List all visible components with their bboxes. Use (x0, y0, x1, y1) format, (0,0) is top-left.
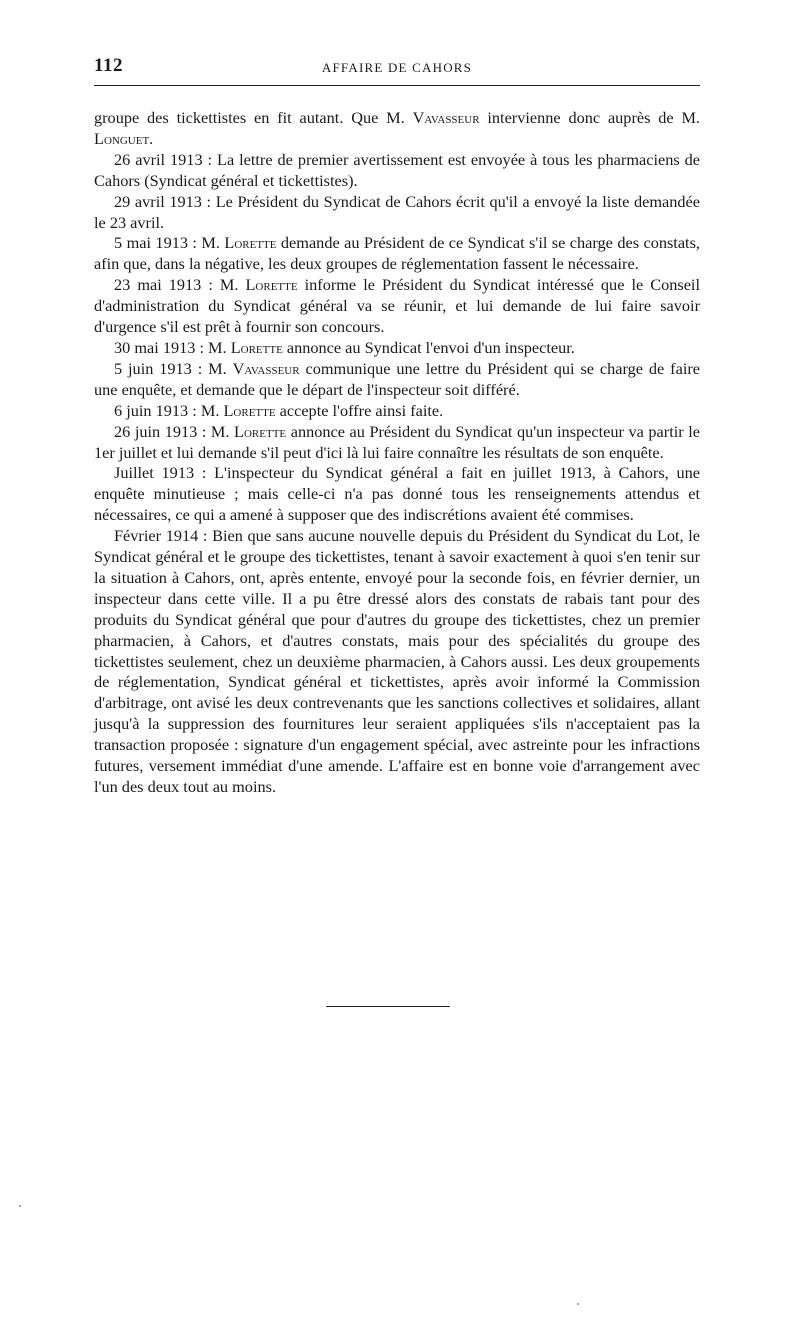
text-segment: communique une lettre du Président qui se charge de faire une enquête, et demande que le départ de l'inspecteur soit différé. (94, 358, 700, 399)
text-segment: 5 mai 1913 : M. (114, 233, 225, 253)
text-segment: 26 juin 1913 : M. (114, 421, 235, 441)
chronology-entry (94, 192, 700, 234)
text-segment: 23 mai 1913 : M. (114, 275, 246, 295)
person-name: Vavasseur (412, 108, 480, 127)
person-name: Lorette (234, 421, 287, 441)
end-rule (326, 1006, 450, 1007)
chronology-entry (94, 338, 700, 359)
person-name: Lorette (223, 400, 276, 420)
person-name: Lorette (230, 337, 283, 357)
text-segment: 29 avril 1913 : Le Président du Syndicat de Cahors écrit qu'il a envoyé la liste demandée le 23 avril. (94, 191, 700, 232)
speck-mark (577, 1303, 579, 1305)
text-segment: Février 1914 : Bien que sans aucune nouvelle depuis du Président du Syndicat du Lot, le Syndicat général et le groupe des tickettistes, tenant à savoir exactement à quoi s'en tenir sur la situation à Cahors, ont, après entente, envoyé pour la seconde fois, en février dernier, un inspecteur dans cette ville. Il a pu être dressé alors des constats de rabais tant pour des produits du Syndicat général que pour d'autres du groupe des tickettistes, chez un premier pharmacien, à Cahors, et d'autres constats, mais pour des spécialités du groupe des tickettistes seulement, chez un deuxième pharmacien, à Cahors aussi. Les deux groupements de réglementation, Syndicat général et tickettistes, après avoir informé la Commission d'arbitrage, ont avisé les deux contrevenants que les sanctions collectives et solidaires, allant jusqu'à la suppression des fournitures leur seraient appliquées s'ils n'acceptaient pas la transaction proposée : signature d'un engagement spécial, avec astreinte pour les infractions futures, versement immédiat d'une amende. L'affaire est en bonne voie d'arrangement avec l'un des deux tout au moins. (94, 526, 700, 796)
person-name: Lorette (224, 233, 277, 253)
text-segment: Juillet 1913 : L'inspecteur du Syndicat général a fait en juillet 1913, à Cahors, une enquête minutieuse ; mais celle-ci n'a pas donné tous les renseignements attendus et nécessaires, ce qui a amené à supposer que des indiscrétions avaient été commises. (94, 463, 700, 525)
chronology-entry (94, 359, 700, 401)
text-segment: 5 juin 1913 : M. (114, 358, 233, 378)
text-segment: 30 mai 1913 : M. (114, 337, 231, 357)
person-name: Longuet (94, 128, 150, 148)
text-segment: intervienne donc auprès de M. (479, 108, 701, 127)
text-segment: . (149, 128, 154, 148)
chronology-entry (94, 275, 700, 338)
chronology-entry (94, 233, 700, 275)
chronology-entry (94, 463, 700, 526)
running-title: AFFAIRE DE CAHORS (321, 60, 473, 75)
chronology-entry (94, 526, 700, 798)
text-segment: demande au Président de ce Syndicat s'il se charge des constats, afin que, dans la négative, les deux groupes de réglementation fassent le nécessaire. (94, 233, 700, 274)
page-number: 112 (94, 55, 123, 76)
text-segment: informe le Président du Syndicat intéressé que le Conseil d'administration du Syndicat général va se réunir, et lui demande de lui faire savoir d'urgence s'il est prêt à fournir son concours. (94, 275, 700, 337)
text-segment: 26 avril 1913 : La lettre de premier avertissement est envoyée à tous les pharmaciens de Cahors (Syndicat général et tickettistes). (94, 149, 700, 190)
speck-mark (19, 1205, 21, 1207)
chronology-entry (94, 150, 700, 192)
text-segment: 6 juin 1913 : M. (114, 400, 224, 420)
page-header (94, 55, 700, 86)
text-segment: accepte l'offre ainsi faite. (275, 400, 444, 420)
chronology-entry (94, 401, 700, 422)
text-segment: groupe des tickettistes en fit autant. Que M. (94, 108, 413, 127)
body-text (94, 108, 700, 798)
paragraph-continuation (94, 108, 700, 150)
person-name: Vavasseur (232, 358, 300, 378)
text-segment: annonce au Syndicat l'envoi d'un inspecteur. (282, 337, 575, 357)
person-name: Lorette (245, 275, 298, 295)
chronology-entry (94, 422, 700, 464)
text-segment: annonce au Président du Syndicat qu'un inspecteur va partir le 1er juillet et lui demande s'il peut d'ici là lui faire connaître les résultats de son enquête. (94, 421, 700, 462)
